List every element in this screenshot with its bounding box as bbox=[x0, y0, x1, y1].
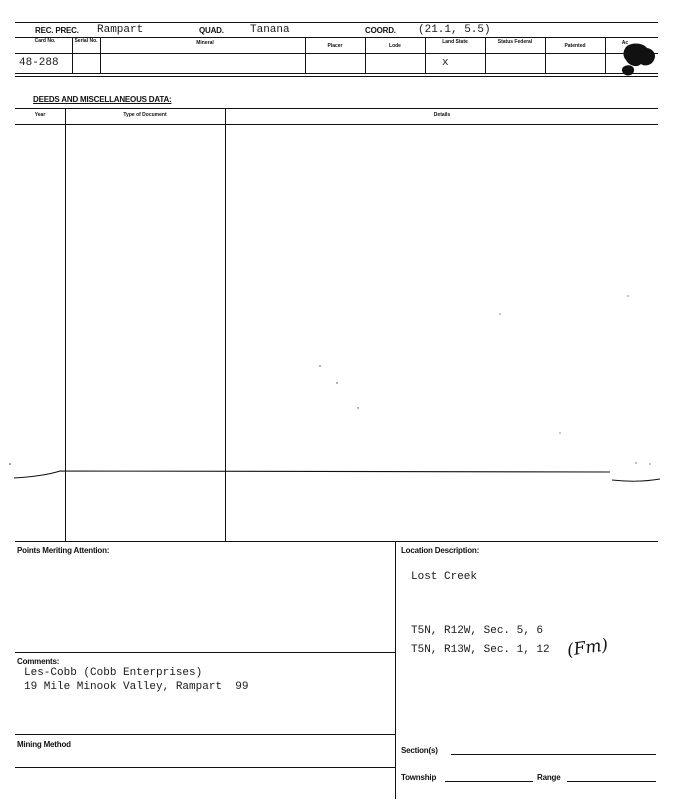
scan-fold-line bbox=[0, 455, 678, 495]
mining-method-label: Mining Method bbox=[17, 740, 71, 749]
land-state-mark: x bbox=[442, 57, 449, 69]
deeds-col-type: Type of Document bbox=[123, 112, 167, 118]
col-land-state: Land State bbox=[442, 39, 468, 45]
comments-label: Comments: bbox=[17, 657, 60, 666]
rec-prec-label: REC. PREC. bbox=[35, 26, 79, 35]
points-label: Points Meriting Attention: bbox=[17, 546, 110, 555]
ink-blot-icon bbox=[617, 40, 661, 80]
township-label: Township bbox=[401, 773, 437, 782]
location-name: Lost Creek bbox=[411, 571, 478, 583]
range-label: Range bbox=[537, 773, 561, 782]
deeds-title: DEEDS AND MISCELLANEOUS DATA: bbox=[33, 95, 172, 104]
coord-value: (21.1, 5.5) bbox=[418, 24, 491, 36]
comments-line-2: 19 Mile Minook Valley, Rampart 99 bbox=[24, 681, 249, 693]
handwritten-initials: (Fm) bbox=[565, 635, 610, 661]
location-label: Location Description: bbox=[401, 546, 480, 555]
rec-prec-value: Rampart bbox=[97, 24, 144, 36]
comments-line-1: Les-Cobb (Cobb Enterprises) bbox=[24, 667, 203, 679]
location-line-1: T5N, R12W, Sec. 5, 6 bbox=[411, 625, 544, 637]
quad-value: Tanana bbox=[250, 24, 290, 36]
coord-label: COORD. bbox=[365, 26, 396, 35]
scan-specks bbox=[300, 290, 640, 440]
card-no-value: 48-288 bbox=[19, 57, 59, 69]
section-label: Section(s) bbox=[401, 746, 438, 755]
col-serial-no: Serial No. bbox=[74, 38, 98, 44]
col-mineral: Mineral bbox=[196, 40, 214, 46]
col-patented: Patented bbox=[564, 43, 586, 49]
col-card-no: Card No. bbox=[34, 38, 56, 44]
location-line-2: T5N, R13W, Sec. 1, 12 bbox=[411, 644, 550, 656]
col-lode: Lode bbox=[389, 43, 401, 49]
deeds-col-year: Year bbox=[34, 112, 46, 118]
col-status-federal: Status Federal bbox=[497, 39, 533, 45]
quad-label: QUAD. bbox=[199, 26, 224, 35]
col-placer: Placer bbox=[327, 43, 343, 49]
col-active: Ac bbox=[621, 40, 629, 46]
deeds-col-details: Details bbox=[433, 112, 451, 118]
